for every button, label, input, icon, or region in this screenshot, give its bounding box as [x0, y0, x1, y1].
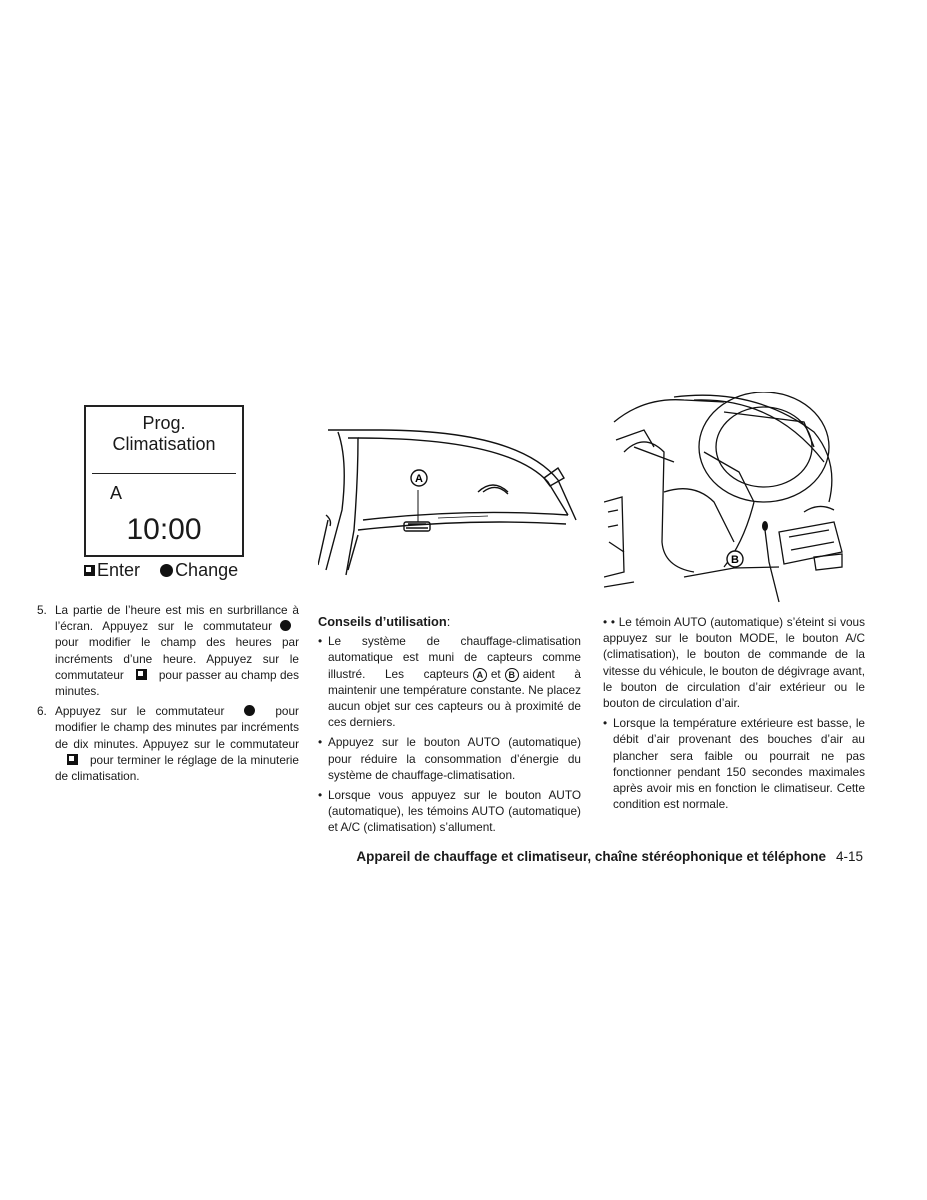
enter-square-icon [84, 565, 95, 576]
change-dot-icon [160, 564, 173, 577]
dashboard-sensor-illustration [604, 392, 844, 604]
step-number: 6. [37, 704, 47, 719]
right-item [603, 715, 865, 812]
dot-switch-icon [244, 705, 255, 716]
sensor-a-icon: A [473, 668, 487, 682]
tip-item [318, 734, 581, 783]
right-text: Lorsque la température extérieure est basse, le débit d’air provenant des bouches d’air au plancher sera faible ou pourrait ne pas fonctionner pendant 150 secondes maximales après avoir mis en fonction le climatiseur. Cette condition est normale. [613, 716, 865, 812]
footer-title: Appareil de chauffage et climatiseur, chaîne stéréophonique et téléphone [356, 849, 826, 864]
page-number: 4-15 [835, 849, 863, 864]
step-text: La partie de l’heure est mis en surbrillance à l’écran. Appuyez sur le commutateur [55, 603, 299, 634]
screen-title [86, 413, 242, 455]
tip-text: Lorsque vous appuyez sur le bouton AUTO (automatique), les témoins AUTO (automatique) et A/C (climatisation) s’allument. [328, 788, 581, 835]
sensor-b-icon: B [505, 668, 519, 682]
screen-mode: A [110, 483, 123, 503]
step-text: pour modifier le champ des minutes par incréments de dix minutes. Appuyez sur le commutateur [55, 704, 299, 751]
right-column [603, 614, 865, 816]
bullet: • [603, 716, 608, 731]
sensor-label-b: B [731, 554, 739, 566]
square-switch-icon [67, 754, 78, 765]
square-switch-icon [136, 669, 147, 680]
screen-title-line1: Prog. [142, 413, 186, 433]
tips-column [318, 614, 581, 840]
screen-legend [84, 560, 238, 581]
tip-item [318, 787, 581, 836]
dot-switch-icon [280, 620, 291, 631]
sensor-label-a: A [415, 473, 423, 485]
step-text: pour modifier le champ des heures par incréments d’une heure. Appuyez sur le commutateur [55, 635, 299, 682]
step-text: Appuyez sur le commutateur [55, 704, 225, 719]
right-text: Le témoin AUTO (automatique) s’éteint si vous appuyez sur le bouton MODE, le bouton A/C (climatisation), le bouton de commande de la vitesse du véhicule, le bouton de dégivrage avant, le bouton de circulation d’air extérieur ou le bouton de circulation d’air. [603, 615, 866, 711]
tips-heading: Conseils d’utilisation: [318, 614, 451, 629]
bullet: • [318, 735, 323, 750]
page-footer [356, 849, 863, 864]
screen-title-line2: Climatisation [112, 434, 216, 454]
change-label: Change [175, 560, 239, 580]
tip-text: Appuyez sur le bouton AUTO (automatique) pour réduire la consommation d’énergie du système de chauffage-climatisation. [328, 735, 581, 782]
screen-divider [92, 473, 236, 474]
step-6 [37, 703, 299, 784]
step-number: 5. [37, 603, 47, 617]
display-screen-figure [84, 405, 244, 557]
step-text: pour terminer le réglage de la minuterie de climatisation. [55, 752, 299, 784]
bullet: • [318, 634, 323, 649]
step-5 [37, 602, 299, 699]
windshield-sensor-illustration [318, 420, 578, 590]
bullet: • [318, 788, 323, 803]
screen-time: 10:00 [126, 513, 202, 546]
bullet: • • [603, 615, 615, 629]
tip-item: • Le système de chauffage-climatisation automatique est muni de capteurs comme illustré. Les capteurs A et B aident à maintenir une température constante. Ne placez aucun objet sur ces capteurs ou à proximité de ces derniers. [318, 634, 581, 730]
step-text: pour passer au champ des minutes. [55, 667, 299, 699]
steps-column [37, 602, 299, 788]
enter-label: Enter [97, 560, 141, 580]
right-item [603, 614, 865, 711]
